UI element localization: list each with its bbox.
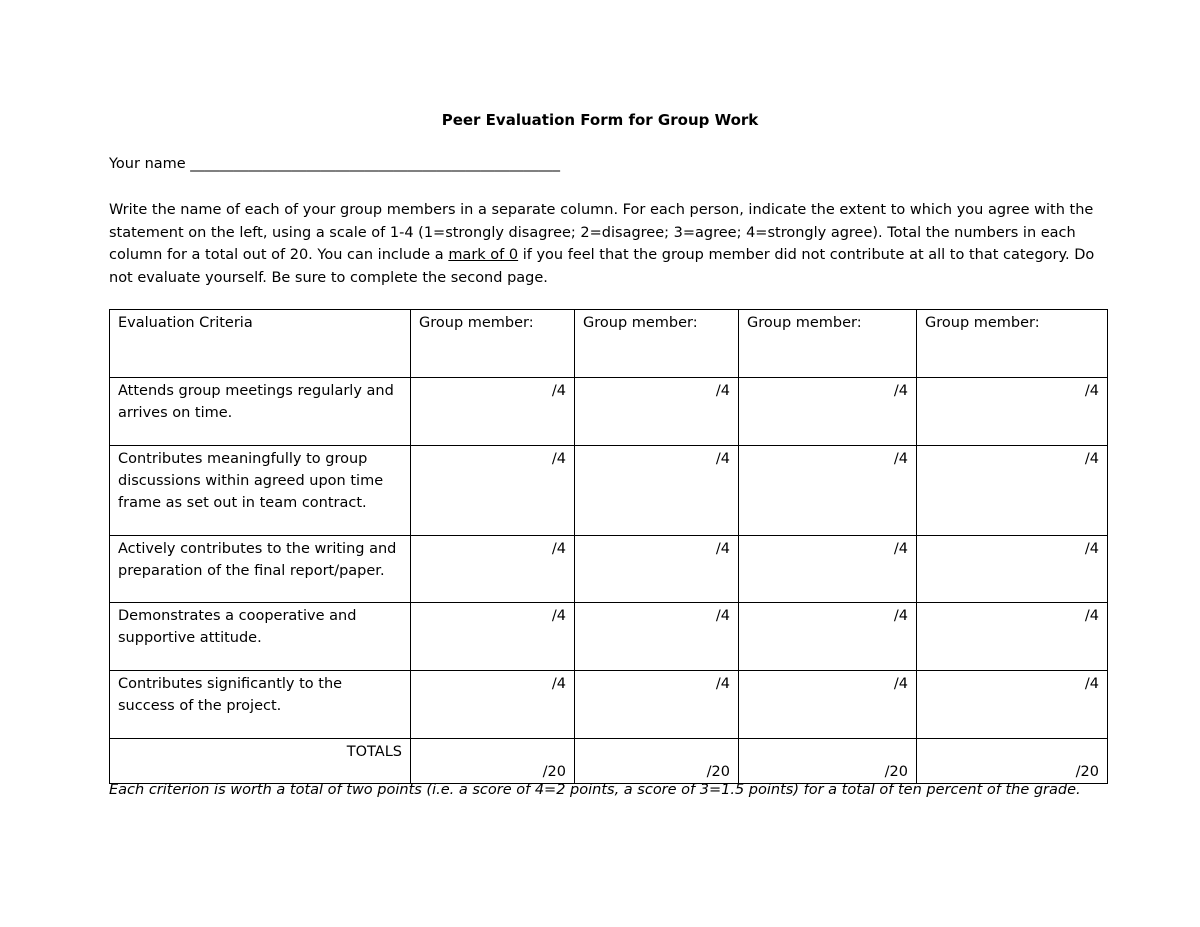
header-group-member-1: Group member: bbox=[411, 310, 575, 378]
criterion-cell: Actively contributes to the writing and preparation of the final report/paper. bbox=[110, 536, 411, 603]
totals-label: TOTALS bbox=[110, 739, 411, 784]
criterion-cell: Contributes significantly to the success of the project. bbox=[110, 671, 411, 739]
table-row bbox=[110, 536, 1108, 603]
score-cell: /4 bbox=[575, 446, 739, 536]
criterion-cell: Demonstrates a cooperative and supportive attitude. bbox=[110, 603, 411, 671]
table-row bbox=[110, 446, 1108, 536]
total-cell: /20 bbox=[739, 739, 917, 784]
score-cell: /4 bbox=[575, 603, 739, 671]
header-group-member-2: Group member: bbox=[575, 310, 739, 378]
table-row bbox=[110, 671, 1108, 739]
total-cell: /20 bbox=[917, 739, 1108, 784]
total-cell: /20 bbox=[575, 739, 739, 784]
score-cell: /4 bbox=[917, 446, 1108, 536]
score-cell: /4 bbox=[411, 536, 575, 603]
score-cell: /4 bbox=[917, 378, 1108, 446]
score-cell: /4 bbox=[411, 603, 575, 671]
header-group-member-4: Group member: bbox=[917, 310, 1108, 378]
instructions-underlined-text: mark of 0 bbox=[448, 247, 519, 263]
score-cell: /4 bbox=[739, 446, 917, 536]
score-cell: /4 bbox=[739, 603, 917, 671]
header-evaluation-criteria: Evaluation Criteria bbox=[110, 310, 411, 378]
your-name-line: Your name ___________________________________________________ bbox=[109, 156, 561, 172]
score-cell: /4 bbox=[739, 536, 917, 603]
totals-row bbox=[110, 739, 1108, 784]
table-row bbox=[110, 378, 1108, 446]
score-cell: /4 bbox=[411, 446, 575, 536]
instructions-text-part2: if you feel that the group member did not contribute at all to that category. Do not evaluate yourself. Be sure to complete the second page. bbox=[109, 247, 1095, 286]
instructions-paragraph bbox=[109, 199, 1099, 289]
criterion-cell: Attends group meetings regularly and arrives on time. bbox=[110, 378, 411, 446]
total-cell: /20 bbox=[411, 739, 575, 784]
score-cell: /4 bbox=[411, 671, 575, 739]
criterion-cell: Contributes meaningfully to group discussions within agreed upon time frame as set out in team contract. bbox=[110, 446, 411, 536]
evaluation-table bbox=[109, 309, 1108, 784]
score-cell: /4 bbox=[917, 671, 1108, 739]
score-cell: /4 bbox=[411, 378, 575, 446]
score-cell: /4 bbox=[917, 603, 1108, 671]
header-group-member-3: Group member: bbox=[739, 310, 917, 378]
score-cell: /4 bbox=[575, 536, 739, 603]
instructions-text-part1: Write the name of each of your group members in a separate column. For each person, indicate the extent to which you agree with the statement on the left, using a scale of 1-4 (1=strongly disagree; 2=disagree; 3=agree; 4=strongly agree). Total the numbers in each column for a total out of 20. You can include a bbox=[109, 202, 1094, 263]
score-cell: /4 bbox=[575, 671, 739, 739]
document-title: Peer Evaluation Form for Group Work bbox=[441, 111, 759, 129]
table-row bbox=[110, 603, 1108, 671]
score-cell: /4 bbox=[917, 536, 1108, 603]
score-cell: /4 bbox=[739, 378, 917, 446]
table-header-row bbox=[110, 310, 1108, 378]
grading-footnote: Each criterion is worth a total of two points (i.e. a score of 4=2 points, a score of 3=1.5 points) for a total of ten percent of the grade. bbox=[109, 782, 1081, 798]
score-cell: /4 bbox=[575, 378, 739, 446]
score-cell: /4 bbox=[739, 671, 917, 739]
